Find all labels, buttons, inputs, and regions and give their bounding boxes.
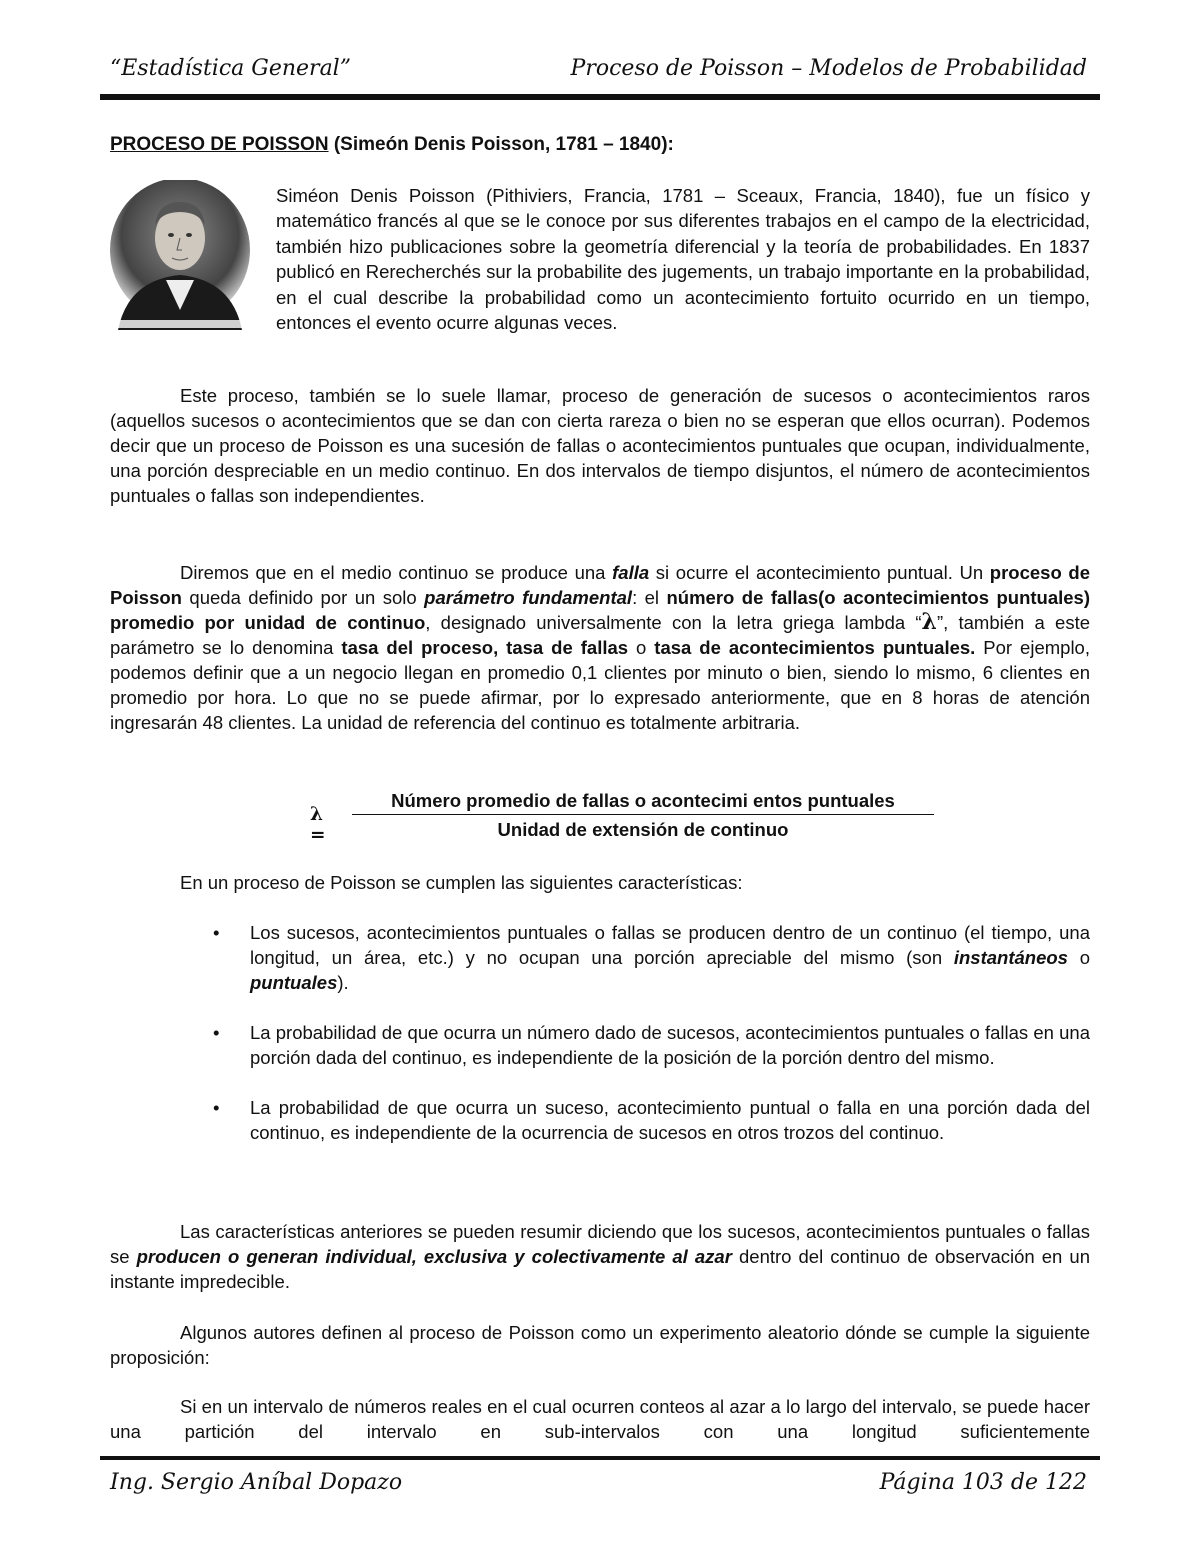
text-run: Por ejemplo, podemos definir que a un negocio llegan en promedio 0,1 clientes por minuto o bien, siendo lo mismo, 6 clientes en promedio por hora. Lo que no se puede afirmar, por lo expresado anteriormente, que en 8 horas de atención ingresarán 48 clientes. La unidad de referencia del continuo es totalmente arbitraria. <box>110 637 1090 733</box>
list-item-text: La probabilidad de que ocurra un número dado de sucesos, acontecimientos puntuales o fallas en una porción dada del continuo, es independiente de la posición de la porción dentro del mismo. <box>250 1022 1090 1068</box>
bullet-icon: • <box>213 1097 220 1118</box>
text-run: Diremos que en el medio continuo se produce una <box>180 562 613 583</box>
term-tasa: tasa del proceso, tasa de fallas <box>341 637 629 658</box>
text-run: : el <box>632 587 667 608</box>
term-tasa-acontecimientos: tasa de acontecimientos puntuales. <box>654 637 976 658</box>
text-run: dentro del continuo de observación en un instante impredecible. <box>110 1246 1090 1292</box>
header-rule <box>100 94 1100 100</box>
paragraph-summary <box>110 1219 1090 1294</box>
paragraph-text: Si en un intervalo de números reales en el cual ocurren conteos al azar a lo largo del intervalo, se puede hacer una partición del intervalo en sub-intervalos con una longitud suficientemente <box>110 1396 1090 1442</box>
paragraph-text <box>110 1219 1090 1294</box>
paragraph-text: Este proceso, también se lo suele llamar, proceso de generación de sucesos o acontecimientos raros (aquellos sucesos o acontecimientos que se dan con cierta rareza o bien no se esperan que ellos ocurran). Podemos decir que un proceso de Poisson es una sucesión de fallas o acontecimientos puntuales que ocupan, individualmente, una porción despreciable en un medio continuo. En dos intervalos de tiempo disjuntos, el número de acontecimientos puntuales o fallas son independientes. <box>110 385 1090 506</box>
poisson-portrait-image <box>108 180 252 335</box>
paragraph-text <box>110 560 1090 735</box>
text-run: o <box>1067 947 1090 968</box>
formula-fraction <box>352 790 934 841</box>
text-run: queda definido por un solo <box>181 587 425 608</box>
list-item <box>110 1020 1090 1070</box>
paragraph-text: Algunos autores definen al proceso de Poisson como un experimento aleatorio dónde se cumple la siguiente proposición: <box>110 1322 1090 1368</box>
term-puntuales: puntuales <box>250 972 338 993</box>
term-falla: falla <box>612 562 650 583</box>
footer-author: Ing. Sergio Aníbal Dopazo <box>110 1470 403 1495</box>
paragraph-definition <box>110 560 1090 735</box>
list-item <box>110 920 1090 995</box>
formula-denominator: Unidad de extensión de continuo <box>497 819 789 840</box>
text-run: Las características anteriores se pueden resumir diciendo que los sucesos, acontecimientos puntuales o fallas se <box>110 1221 1090 1267</box>
text-run: si ocurre el acontecimiento puntual. Un <box>649 562 990 583</box>
biography-paragraph: Siméon Denis Poisson (Pithiviers, Francia, 1781 – Sceaux, Francia, 1840), fue un físico y matemático francés al que se le conoce por sus diferentes trabajos en el campo de la electricidad, también hizo publicaciones sobre la geometría diferencial y la teoría de probabilidades. En 1837 publicó en Rerecherchés sur la probabilite des jugements, un trabajo importante en la probabilidad, en el cual describe la probabilidad como un acontecimiento fortuito ocurrido en un tiempo, entonces el evento ocurre algunas veces. <box>276 185 1090 334</box>
text-run: o <box>628 637 655 658</box>
list-item <box>110 1095 1090 1145</box>
text-run: , designado universalmente con la letra griega lambda “ <box>425 612 922 633</box>
formula-numerator: Número promedio de fallas o acontecimi entos puntuales <box>352 790 934 815</box>
paragraph-characteristics-intro <box>110 870 1090 895</box>
bullet-icon: • <box>213 1022 220 1043</box>
paragraph-authors <box>110 1320 1090 1370</box>
term-parametro: parámetro fundamental <box>424 587 633 608</box>
paragraph-interval <box>110 1394 1090 1444</box>
header-right-title: Proceso de Poisson – Modelos de Probabilidad <box>570 56 1087 81</box>
text-run: ). <box>337 972 349 993</box>
heading-underlined: PROCESO DE POISSON <box>110 134 329 155</box>
footer-page-number: Página 103 de 122 <box>879 1470 1087 1495</box>
paragraph-text: En un proceso de Poisson se cumplen las siguientes características: <box>180 872 743 893</box>
list-item-text: La probabilidad de que ocurra un suceso, acontecimiento puntual o falla en una porción dada del continuo, es independiente de la ocurrencia de sucesos en otros trozos del continuo. <box>250 1097 1090 1143</box>
text-run: Los sucesos, acontecimientos puntuales o fallas se producen dentro de un continuo (el tiempo, una longitud, un área, etc.) y no ocupan una porción apreciable del mismo (son <box>250 922 1090 968</box>
term-proceso: proceso de Poisson <box>110 562 1091 608</box>
bullet-icon: • <box>213 922 220 943</box>
heading-rest: (Simeón Denis Poisson, 1781 – 1840): <box>328 134 674 155</box>
portrait-engraving <box>108 180 252 335</box>
footer-rule <box>100 1456 1100 1460</box>
term-instantaneos: instantáneos <box>953 947 1068 968</box>
header-left-title: “Estadística General” <box>110 56 351 81</box>
lambda-symbol: λ <box>921 609 937 635</box>
section-heading <box>110 134 674 156</box>
text-run: ”, también a este parámetro se lo denomina <box>110 612 1091 658</box>
characteristics-list <box>110 920 1090 1170</box>
paragraph-rare-events <box>110 383 1090 508</box>
term-azar: producen o generan individual, exclusiva y colectivamente al azar <box>136 1246 732 1267</box>
formula-lhs: λ = <box>310 804 326 846</box>
term-numero: número de fallas(o acontecimientos puntuales) promedio por unidad de continuo <box>110 587 1090 633</box>
